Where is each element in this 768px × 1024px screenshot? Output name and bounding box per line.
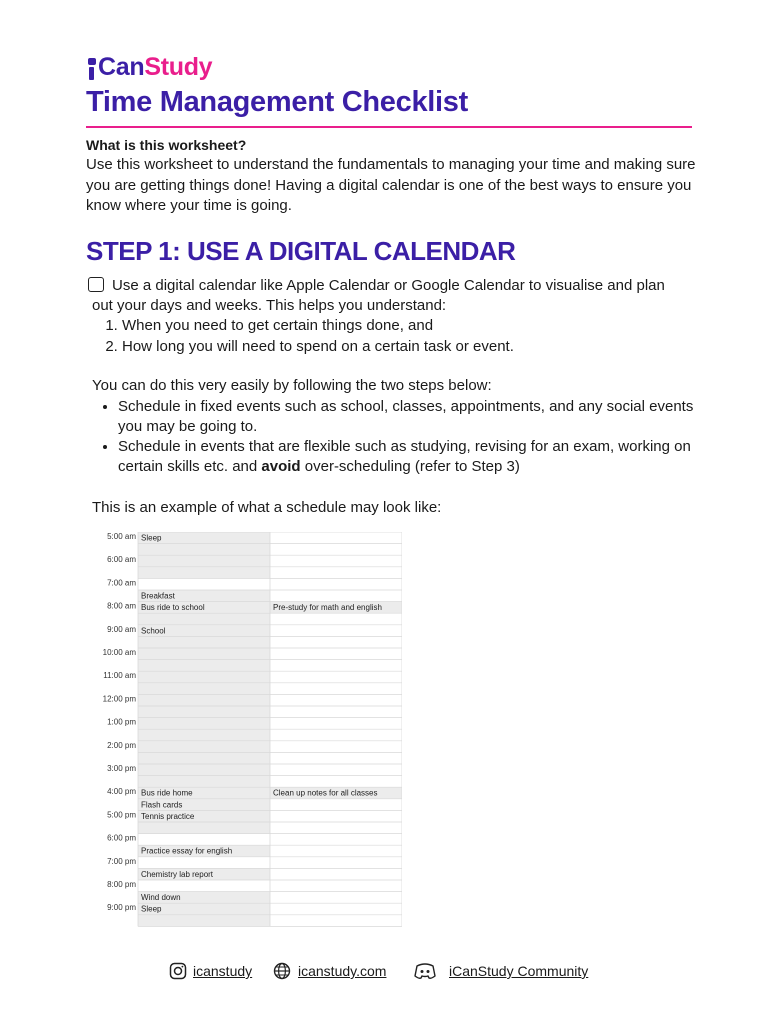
globe-icon xyxy=(272,961,292,981)
bullet-bold-text: avoid xyxy=(261,458,301,475)
instagram-link[interactable]: icanstudy xyxy=(193,963,253,979)
footer xyxy=(0,958,768,986)
schedule-time-label: 11:00 am xyxy=(103,671,136,681)
schedule-time-label: 8:00 pm xyxy=(107,880,136,889)
schedule-time-label: 2:00 pm xyxy=(107,740,136,750)
website-link[interactable]: icanstudy.com xyxy=(298,963,387,979)
schedule-event-label: Practice essay for english xyxy=(141,846,233,856)
discord-icon xyxy=(413,961,437,981)
title-divider xyxy=(86,126,692,128)
schedule-time-label: 7:00 pm xyxy=(107,856,136,866)
step1-heading: STEP 1: USE A DIGITAL CALENDAR xyxy=(86,236,516,266)
numbered-list xyxy=(100,316,514,357)
brand-logo xyxy=(86,48,212,80)
schedule-event-label: Wind down xyxy=(141,893,181,903)
bullet-item: • Schedule in fixed events such as school, classes, appointments, and any social events you may be going to. xyxy=(118,397,718,437)
schedule-time-label: 9:00 am xyxy=(107,624,136,634)
intro-paragraph: Use this worksheet to understand the fundamentals to managing your time and making sure you are getting things done! Having a digital calendar is one of the best ways to ensure you know where your time is going. xyxy=(86,156,696,214)
worksheet-question: What is this worksheet? xyxy=(86,137,247,153)
schedule-time-label: 8:00 am xyxy=(107,601,136,611)
schedule-time-label: 3:00 pm xyxy=(107,764,136,773)
numbered-item: 2. How long you will need to spend on a certain task or event. xyxy=(122,337,514,358)
schedule-table xyxy=(96,532,402,928)
schedule-time-label: 5:00 pm xyxy=(107,810,136,820)
schedule-time-label: 10:00 am xyxy=(102,648,136,657)
schedule-time-label: 1:00 pm xyxy=(107,717,136,727)
schedule-event-label: Flash cards xyxy=(141,800,183,810)
schedule-event-label: Chemistry lab report xyxy=(141,869,214,879)
schedule-event-label: Bus ride to school xyxy=(141,603,205,613)
community-link[interactable]: iCanStudy Community xyxy=(449,963,589,979)
bullet-text-end: over-scheduling (refer to Step 3) xyxy=(300,458,520,475)
schedule-event-label: Breakfast xyxy=(141,591,175,601)
bullet-list xyxy=(100,397,718,477)
schedule-time-label: 6:00 am xyxy=(107,555,136,565)
schedule-event-label: Bus ride home xyxy=(141,788,193,798)
schedule-event-label: Sleep xyxy=(141,904,162,914)
checkbox-text-line1: Use a digital calendar like Apple Calendar or Google Calendar to visualise and plan xyxy=(112,277,665,294)
logo-i-mark xyxy=(86,58,97,80)
example-intro-paragraph: This is an example of what a schedule may look like: xyxy=(92,499,442,516)
schedule-time-label: 5:00 am xyxy=(107,532,136,541)
schedule-event-label: Pre-study for math and english xyxy=(273,603,382,613)
schedule-event-label: School xyxy=(141,626,166,636)
schedule-time-label: 7:00 am xyxy=(107,578,136,588)
checkbox-icon[interactable] xyxy=(88,277,104,292)
instagram-icon xyxy=(168,961,188,981)
schedule-time-label: 12:00 pm xyxy=(102,694,136,704)
schedule-time-label: 6:00 pm xyxy=(107,833,136,843)
bullet-text: Schedule in events that are flexible such as studying, revising for an exam, working on certain skills etc. and xyxy=(118,438,691,475)
logo-can-text: Can xyxy=(98,53,145,81)
page-title: Time Management Checklist xyxy=(86,86,468,118)
bullet-item xyxy=(118,437,718,477)
schedule-time-label: 9:00 pm xyxy=(107,903,136,913)
schedule-event-label: Sleep xyxy=(141,533,162,543)
schedule-event-label: Tennis practice xyxy=(141,811,195,821)
schedule-time-label: 4:00 pm xyxy=(107,787,136,797)
logo-study-text: Study xyxy=(144,53,213,81)
steps-intro-paragraph: You can do this very easily by following the two steps below: xyxy=(92,377,492,394)
checkbox-text-line2: out your days and weeks. This helps you understand: xyxy=(92,297,447,314)
schedule-event-label: Clean up notes for all classes xyxy=(273,788,378,798)
numbered-item: 1. When you need to get certain things done, and xyxy=(122,316,514,337)
